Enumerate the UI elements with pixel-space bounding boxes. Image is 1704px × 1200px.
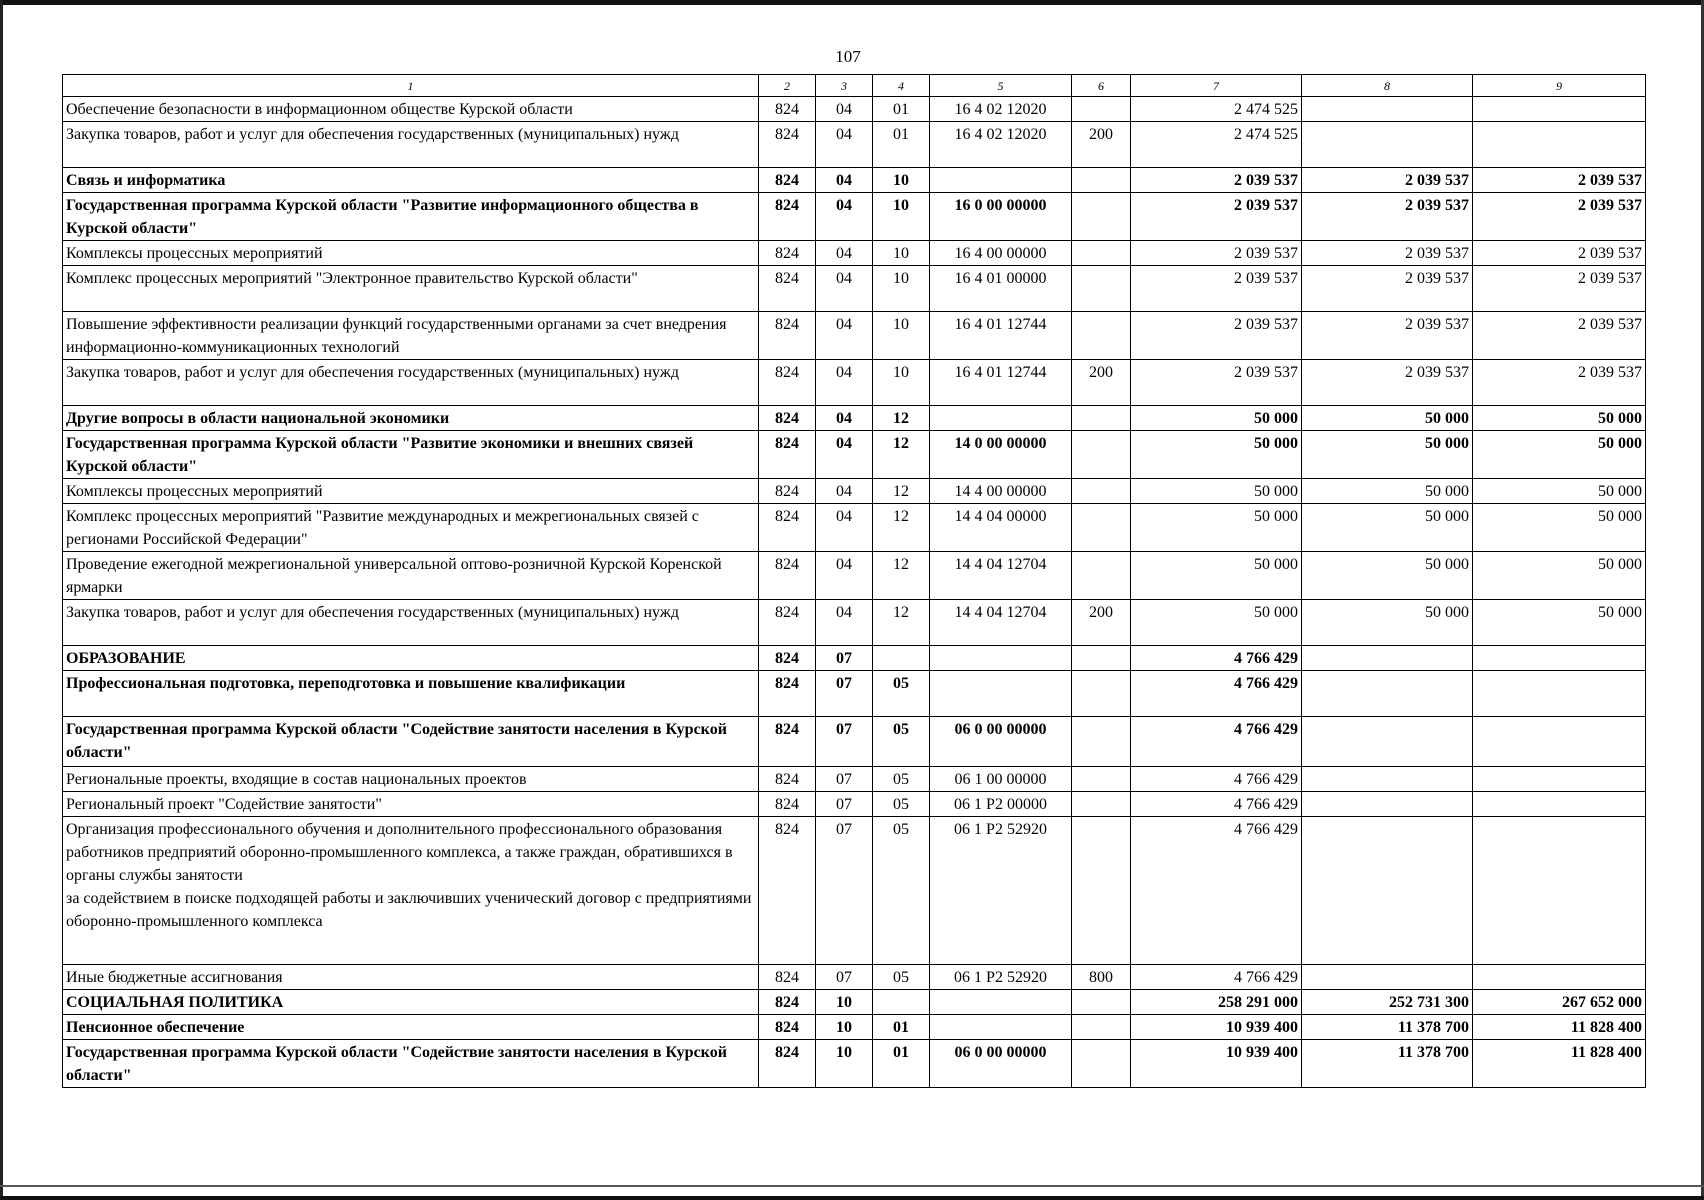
cell-target-article: 16 4 01 12744 <box>930 312 1072 360</box>
cell-target-article <box>930 646 1072 671</box>
table-row <box>63 767 1646 792</box>
cell-amount-3: 2 039 537 <box>1473 266 1646 312</box>
cell-expense-type <box>1072 552 1131 600</box>
cell-expense-type: 200 <box>1072 360 1131 406</box>
cell-amount-3: 50 000 <box>1473 504 1646 552</box>
cell-amount-3: 50 000 <box>1473 600 1646 646</box>
cell-admin-code: 824 <box>759 122 816 168</box>
cell-admin-code: 824 <box>759 241 816 266</box>
cell-amount-2: 50 000 <box>1302 406 1473 431</box>
cell-admin-code: 824 <box>759 312 816 360</box>
cell-name: Закупка товаров, работ и услуг для обеспечения государственных (муниципальных) нужд <box>63 360 759 406</box>
cell-expense-type <box>1072 241 1131 266</box>
cell-amount-2 <box>1302 767 1473 792</box>
cell-name: Государственная программа Курской области "Содействие занятости населения в Курской области" <box>63 717 759 767</box>
cell-expense-type <box>1072 817 1131 965</box>
table-row <box>63 965 1646 990</box>
cell-subsection: 12 <box>873 406 930 431</box>
cell-name: Организация профессионального обучения и дополнительного профессионального образования работников предприятий оборонно-промышленного комплекса, а также граждан, обратившихся в органы службы занятости за содействием в поиске подходящей работы и заключивших ученический договор с предприятиями оборонно-промышленного комплекса <box>63 817 759 965</box>
cell-subsection <box>873 990 930 1015</box>
cell-section: 04 <box>816 360 873 406</box>
cell-name: Профессиональная подготовка, переподготовка и повышение квалификации <box>63 671 759 717</box>
cell-name: Повышение эффективности реализации функций государственными органами за счет внедрения информационно-коммуникационных технологий <box>63 312 759 360</box>
cell-amount-2 <box>1302 97 1473 122</box>
cell-target-article: 16 0 00 00000 <box>930 193 1072 241</box>
cell-admin-code: 824 <box>759 552 816 600</box>
cell-amount-2 <box>1302 965 1473 990</box>
cell-target-article: 06 1 P2 52920 <box>930 965 1072 990</box>
cell-name: Пенсионное обеспечение <box>63 1015 759 1040</box>
cell-target-article: 06 1 P2 52920 <box>930 817 1072 965</box>
header-cell-3: 3 <box>816 75 873 97</box>
cell-expense-type <box>1072 1015 1131 1040</box>
cell-admin-code: 824 <box>759 671 816 717</box>
cell-amount-2: 50 000 <box>1302 552 1473 600</box>
table-row <box>63 792 1646 817</box>
table-row <box>63 671 1646 717</box>
table-row <box>63 1015 1646 1040</box>
cell-admin-code: 824 <box>759 504 816 552</box>
cell-amount-1: 4 766 429 <box>1131 817 1302 965</box>
cell-section: 07 <box>816 717 873 767</box>
cell-name: Комплексы процессных мероприятий <box>63 241 759 266</box>
cell-subsection: 10 <box>873 312 930 360</box>
cell-amount-1: 2 474 525 <box>1131 122 1302 168</box>
scan-border-bottom <box>0 1196 1704 1200</box>
cell-target-article: 06 0 00 00000 <box>930 717 1072 767</box>
cell-amount-3: 2 039 537 <box>1473 312 1646 360</box>
cell-admin-code: 824 <box>759 360 816 406</box>
cell-subsection: 10 <box>873 360 930 406</box>
cell-expense-type <box>1072 717 1131 767</box>
cell-name: Комплекс процессных мероприятий "Развитие международных и межрегиональных связей с регионами Российской Федерации" <box>63 504 759 552</box>
table-row <box>63 406 1646 431</box>
cell-section: 04 <box>816 266 873 312</box>
cell-expense-type <box>1072 671 1131 717</box>
table-row <box>63 646 1646 671</box>
header-cell-7: 7 <box>1131 75 1302 97</box>
cell-amount-2: 2 039 537 <box>1302 168 1473 193</box>
cell-target-article <box>930 1015 1072 1040</box>
cell-amount-1: 4 766 429 <box>1131 792 1302 817</box>
cell-admin-code: 824 <box>759 965 816 990</box>
cell-subsection: 10 <box>873 168 930 193</box>
cell-name: Государственная программа Курской области "Содействие занятости населения в Курской области" <box>63 1040 759 1088</box>
cell-expense-type: 200 <box>1072 122 1131 168</box>
cell-amount-1: 4 766 429 <box>1131 717 1302 767</box>
cell-expense-type <box>1072 312 1131 360</box>
table-row <box>63 504 1646 552</box>
cell-amount-1: 50 000 <box>1131 479 1302 504</box>
cell-target-article: 14 4 04 00000 <box>930 504 1072 552</box>
cell-admin-code: 824 <box>759 1040 816 1088</box>
cell-amount-1: 2 474 525 <box>1131 97 1302 122</box>
cell-expense-type: 800 <box>1072 965 1131 990</box>
cell-section: 04 <box>816 600 873 646</box>
cell-amount-1: 2 039 537 <box>1131 241 1302 266</box>
header-cell-6: 6 <box>1072 75 1131 97</box>
cell-expense-type <box>1072 97 1131 122</box>
cell-section: 04 <box>816 193 873 241</box>
cell-amount-2: 2 039 537 <box>1302 193 1473 241</box>
table-row <box>63 241 1646 266</box>
cell-amount-3 <box>1473 767 1646 792</box>
cell-target-article <box>930 990 1072 1015</box>
scan-border-top <box>0 0 1704 5</box>
cell-target-article: 16 4 00 00000 <box>930 241 1072 266</box>
cell-amount-3 <box>1473 965 1646 990</box>
table-row <box>63 817 1646 965</box>
cell-subsection: 05 <box>873 817 930 965</box>
cell-subsection: 05 <box>873 717 930 767</box>
cell-amount-2: 50 000 <box>1302 504 1473 552</box>
cell-name: Проведение ежегодной межрегиональной универсальной оптово-розничной Курской Коренской ярмарки <box>63 552 759 600</box>
cell-amount-3: 11 828 400 <box>1473 1040 1646 1088</box>
cell-subsection: 01 <box>873 1040 930 1088</box>
cell-amount-3: 50 000 <box>1473 552 1646 600</box>
cell-name: Региональные проекты, входящие в состав национальных проектов <box>63 767 759 792</box>
cell-target-article: 16 4 02 12020 <box>930 97 1072 122</box>
cell-name: СОЦИАЛЬНАЯ ПОЛИТИКА <box>63 990 759 1015</box>
cell-amount-1: 50 000 <box>1131 504 1302 552</box>
cell-section: 04 <box>816 312 873 360</box>
cell-name: Другие вопросы в области национальной экономики <box>63 406 759 431</box>
cell-admin-code: 824 <box>759 792 816 817</box>
cell-amount-3: 2 039 537 <box>1473 193 1646 241</box>
cell-target-article: 16 4 01 00000 <box>930 266 1072 312</box>
header-cell-9: 9 <box>1473 75 1646 97</box>
cell-section: 04 <box>816 479 873 504</box>
cell-target-article: 16 4 02 12020 <box>930 122 1072 168</box>
cell-amount-2 <box>1302 717 1473 767</box>
cell-section: 04 <box>816 241 873 266</box>
cell-admin-code: 824 <box>759 646 816 671</box>
cell-admin-code: 824 <box>759 990 816 1015</box>
cell-subsection: 05 <box>873 792 930 817</box>
cell-amount-3: 2 039 537 <box>1473 360 1646 406</box>
cell-amount-2 <box>1302 817 1473 965</box>
cell-admin-code: 824 <box>759 266 816 312</box>
cell-amount-3 <box>1473 717 1646 767</box>
cell-section: 04 <box>816 552 873 600</box>
cell-section: 10 <box>816 1015 873 1040</box>
cell-section: 07 <box>816 671 873 717</box>
cell-amount-2 <box>1302 671 1473 717</box>
cell-amount-2: 11 378 700 <box>1302 1040 1473 1088</box>
cell-target-article <box>930 671 1072 717</box>
cell-amount-2 <box>1302 646 1473 671</box>
cell-amount-2: 50 000 <box>1302 600 1473 646</box>
cell-amount-3 <box>1473 671 1646 717</box>
header-cell-2: 2 <box>759 75 816 97</box>
cell-name: Обеспечение безопасности в информационном обществе Курской области <box>63 97 759 122</box>
cell-admin-code: 824 <box>759 406 816 431</box>
cell-amount-1: 2 039 537 <box>1131 266 1302 312</box>
cell-expense-type <box>1072 193 1131 241</box>
cell-name: Комплексы процессных мероприятий <box>63 479 759 504</box>
cell-target-article: 06 1 00 00000 <box>930 767 1072 792</box>
cell-admin-code: 824 <box>759 767 816 792</box>
cell-amount-3 <box>1473 817 1646 965</box>
cell-section: 07 <box>816 965 873 990</box>
cell-section: 07 <box>816 646 873 671</box>
cell-amount-3: 2 039 537 <box>1473 241 1646 266</box>
cell-amount-1: 4 766 429 <box>1131 965 1302 990</box>
cell-name: Государственная программа Курской области "Развитие экономики и внешних связей Курской области" <box>63 431 759 479</box>
cell-name: Комплекс процессных мероприятий "Электронное правительство Курской области" <box>63 266 759 312</box>
cell-amount-1: 50 000 <box>1131 552 1302 600</box>
cell-section: 04 <box>816 406 873 431</box>
cell-name: Государственная программа Курской области "Развитие информационного общества в Курской области" <box>63 193 759 241</box>
cell-amount-2 <box>1302 122 1473 168</box>
cell-amount-2: 50 000 <box>1302 431 1473 479</box>
cell-target-article: 06 0 00 00000 <box>930 1040 1072 1088</box>
cell-amount-1: 50 000 <box>1131 600 1302 646</box>
table-row <box>63 479 1646 504</box>
cell-admin-code: 824 <box>759 817 816 965</box>
cell-target-article <box>930 168 1072 193</box>
cell-expense-type <box>1072 479 1131 504</box>
cell-amount-3: 2 039 537 <box>1473 168 1646 193</box>
cell-subsection: 10 <box>873 193 930 241</box>
cell-section: 07 <box>816 792 873 817</box>
cell-expense-type <box>1072 504 1131 552</box>
cell-amount-2: 50 000 <box>1302 479 1473 504</box>
cell-section: 04 <box>816 168 873 193</box>
table-row <box>63 193 1646 241</box>
cell-target-article: 14 4 04 12704 <box>930 552 1072 600</box>
cell-subsection: 12 <box>873 431 930 479</box>
cell-admin-code: 824 <box>759 193 816 241</box>
cell-section: 07 <box>816 767 873 792</box>
header-cell-1: 1 <box>63 75 759 97</box>
cell-admin-code: 824 <box>759 1015 816 1040</box>
cell-amount-2: 2 039 537 <box>1302 241 1473 266</box>
table-row <box>63 122 1646 168</box>
cell-amount-3 <box>1473 122 1646 168</box>
cell-amount-2: 2 039 537 <box>1302 360 1473 406</box>
cell-expense-type <box>1072 990 1131 1015</box>
table-row <box>63 1040 1646 1088</box>
cell-amount-2: 2 039 537 <box>1302 266 1473 312</box>
cell-expense-type <box>1072 792 1131 817</box>
cell-subsection: 05 <box>873 965 930 990</box>
budget-table <box>62 74 1646 1088</box>
cell-amount-2: 252 731 300 <box>1302 990 1473 1015</box>
cell-admin-code: 824 <box>759 600 816 646</box>
cell-amount-1: 2 039 537 <box>1131 360 1302 406</box>
cell-subsection: 05 <box>873 767 930 792</box>
cell-amount-1: 4 766 429 <box>1131 646 1302 671</box>
table-row <box>63 431 1646 479</box>
cell-amount-3: 50 000 <box>1473 406 1646 431</box>
table-row <box>63 717 1646 767</box>
cell-amount-2: 11 378 700 <box>1302 1015 1473 1040</box>
cell-name: ОБРАЗОВАНИЕ <box>63 646 759 671</box>
cell-subsection: 12 <box>873 600 930 646</box>
cell-name: Связь и информатика <box>63 168 759 193</box>
cell-subsection: 05 <box>873 671 930 717</box>
cell-name: Региональный проект "Содействие занятости" <box>63 792 759 817</box>
table-row <box>63 990 1646 1015</box>
cell-section: 04 <box>816 122 873 168</box>
cell-admin-code: 824 <box>759 717 816 767</box>
header-cell-8: 8 <box>1302 75 1473 97</box>
cell-amount-3: 50 000 <box>1473 431 1646 479</box>
cell-amount-3: 50 000 <box>1473 479 1646 504</box>
header-cell-4: 4 <box>873 75 930 97</box>
cell-section: 07 <box>816 817 873 965</box>
cell-amount-1: 2 039 537 <box>1131 193 1302 241</box>
cell-subsection: 01 <box>873 1015 930 1040</box>
cell-admin-code: 824 <box>759 479 816 504</box>
scan-border-left <box>0 0 3 1200</box>
table-row <box>63 168 1646 193</box>
cell-section: 10 <box>816 990 873 1015</box>
cell-amount-2 <box>1302 792 1473 817</box>
cell-subsection <box>873 646 930 671</box>
cell-target-article: 14 4 00 00000 <box>930 479 1072 504</box>
cell-subsection: 01 <box>873 97 930 122</box>
cell-expense-type <box>1072 406 1131 431</box>
cell-target-article: 06 1 P2 00000 <box>930 792 1072 817</box>
cell-amount-3 <box>1473 97 1646 122</box>
table-row <box>63 600 1646 646</box>
table-row <box>63 360 1646 406</box>
cell-subsection: 10 <box>873 266 930 312</box>
cell-name: Иные бюджетные ассигнования <box>63 965 759 990</box>
cell-admin-code: 824 <box>759 168 816 193</box>
cell-amount-1: 50 000 <box>1131 406 1302 431</box>
cell-subsection: 12 <box>873 504 930 552</box>
cell-admin-code: 824 <box>759 431 816 479</box>
cell-amount-3 <box>1473 792 1646 817</box>
cell-expense-type <box>1072 168 1131 193</box>
cell-subsection: 01 <box>873 122 930 168</box>
cell-subsection: 12 <box>873 479 930 504</box>
cell-target-article: 14 0 00 00000 <box>930 431 1072 479</box>
header-row <box>63 75 1646 97</box>
table-row <box>63 97 1646 122</box>
cell-amount-1: 10 939 400 <box>1131 1040 1302 1088</box>
cell-admin-code: 824 <box>759 97 816 122</box>
cell-expense-type <box>1072 767 1131 792</box>
cell-expense-type <box>1072 431 1131 479</box>
cell-section: 10 <box>816 1040 873 1088</box>
cell-section: 04 <box>816 504 873 552</box>
cell-expense-type <box>1072 646 1131 671</box>
page-number: 107 <box>835 47 861 66</box>
cell-amount-1: 4 766 429 <box>1131 671 1302 717</box>
cell-name: Закупка товаров, работ и услуг для обеспечения государственных (муниципальных) нужд <box>63 122 759 168</box>
cell-amount-3: 11 828 400 <box>1473 1015 1646 1040</box>
cell-subsection: 10 <box>873 241 930 266</box>
cell-amount-1: 2 039 537 <box>1131 312 1302 360</box>
cell-amount-1: 50 000 <box>1131 431 1302 479</box>
table-row <box>63 312 1646 360</box>
cell-amount-3: 267 652 000 <box>1473 990 1646 1015</box>
cell-expense-type: 200 <box>1072 600 1131 646</box>
cell-amount-2: 2 039 537 <box>1302 312 1473 360</box>
cell-name: Закупка товаров, работ и услуг для обеспечения государственных (муниципальных) нужд <box>63 600 759 646</box>
table-row <box>63 552 1646 600</box>
cell-amount-1: 4 766 429 <box>1131 767 1302 792</box>
cell-target-article: 16 4 01 12744 <box>930 360 1072 406</box>
header-cell-5: 5 <box>930 75 1072 97</box>
cell-subsection: 12 <box>873 552 930 600</box>
cell-amount-1: 2 039 537 <box>1131 168 1302 193</box>
cell-expense-type <box>1072 1040 1131 1088</box>
cell-section: 04 <box>816 431 873 479</box>
cell-expense-type <box>1072 266 1131 312</box>
cell-amount-1: 258 291 000 <box>1131 990 1302 1015</box>
cell-section: 04 <box>816 97 873 122</box>
cell-amount-3 <box>1473 646 1646 671</box>
cell-target-article <box>930 406 1072 431</box>
scan-line-bottom <box>0 1185 1704 1187</box>
table-row <box>63 266 1646 312</box>
cell-target-article: 14 4 04 12704 <box>930 600 1072 646</box>
cell-amount-1: 10 939 400 <box>1131 1015 1302 1040</box>
